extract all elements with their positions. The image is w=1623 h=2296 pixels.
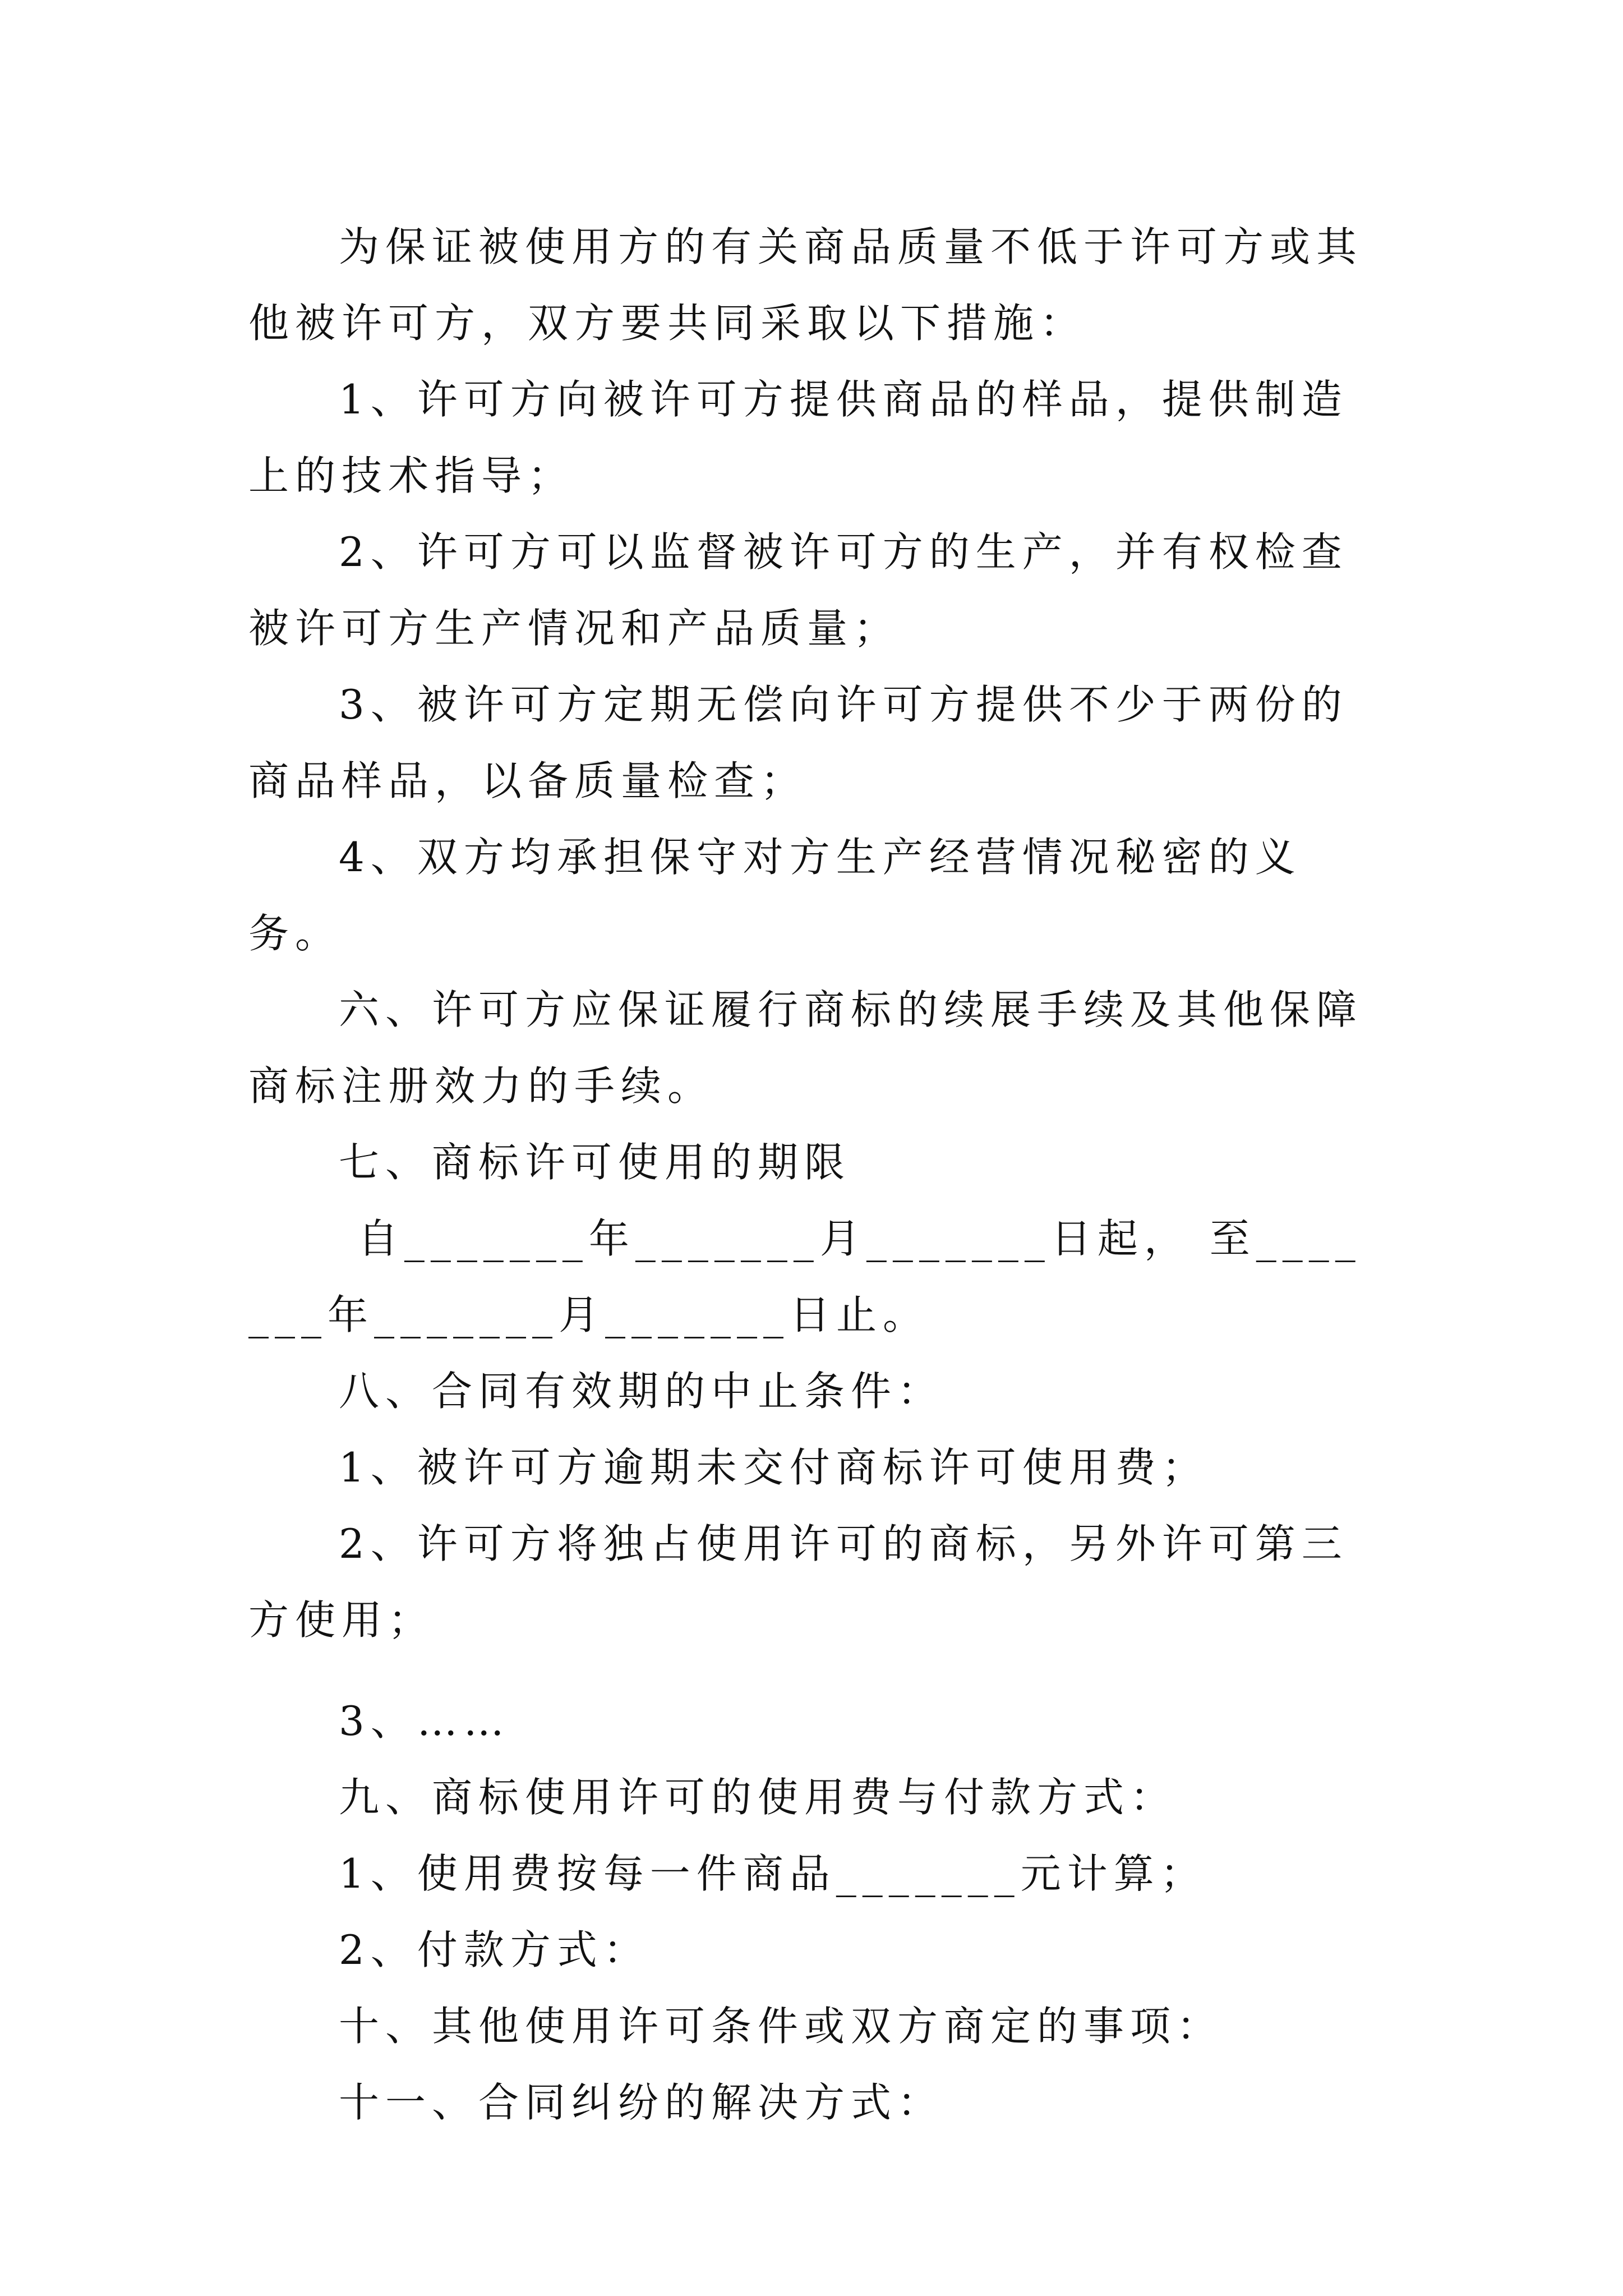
- fee-item-1: 1、使用费按每一件商品_______元计算；: [339, 1850, 1207, 1897]
- measure-item-1: 1、许可方向被许可方提供商品的样品，提供制造上的技术指导；: [248, 376, 1348, 499]
- section-eleven-heading: 十一、合同纠纷的解决方式：: [339, 2079, 944, 2126]
- fee-item-2: 2、付款方式：: [339, 1926, 650, 1973]
- section-eight-heading: 八、合同有效期的中止条件：: [339, 1368, 944, 1415]
- termination-item-1: 1、被许可方逾期未交付商标许可使用费；: [339, 1444, 1209, 1491]
- spacer: [248, 1658, 1378, 1683]
- section-ten-heading: 十、其他使用许可条件或双方商定的事项：: [339, 2003, 1224, 2050]
- measure-item-3: 3、被许可方定期无偿向许可方提供不少于两份的商品样品，以备质量检查；: [248, 681, 1348, 804]
- termination-item-2: 2、许可方将独占使用许可的商标，另外许可第三方使用；: [248, 1520, 1348, 1644]
- measure-item-4: 4、双方均承担保守对方生产经营情况秘密的义务。: [248, 834, 1302, 957]
- quality-measures-intro: 为保证被使用方的有关商品质量不低于许可方或其他被许可方，双方要共同采取以下措施：: [248, 223, 1363, 347]
- document-page: [248, 209, 1378, 2141]
- termination-item-3: 3、……: [339, 1697, 510, 1745]
- license-period-line: 自_______年_______月_______日起， 至_______年_______月_______日止。: [248, 1215, 1362, 1338]
- section-seven-heading: 七、商标许可使用的期限: [339, 1139, 851, 1186]
- measure-item-2: 2、许可方可以监督被许可方的生产，并有权检查被许可方生产情况和产品质量；: [248, 528, 1348, 652]
- section-six: 六、许可方应保证履行商标的续展手续及其他保障商标注册效力的手续。: [248, 986, 1363, 1110]
- section-nine-heading: 九、商标使用许可的使用费与付款方式：: [339, 1774, 1177, 1821]
